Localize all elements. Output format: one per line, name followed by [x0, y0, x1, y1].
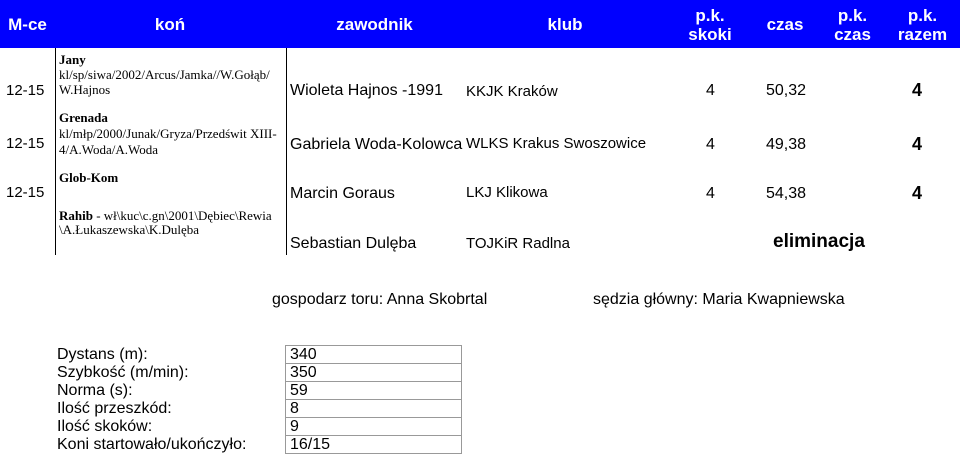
table-row [0, 105, 960, 162]
rider-name: Sebastian Dulęba [290, 235, 417, 252]
place: 12-15 [6, 135, 45, 152]
stat-row [55, 400, 462, 418]
pk-razem: 4 [912, 183, 923, 203]
stat-value: 9 [286, 418, 462, 436]
stat-value: 350 [286, 364, 462, 382]
pk-skoki: 4 [706, 136, 715, 153]
rider-name: Gabriela Woda-Kolowca [290, 136, 463, 153]
horse-cell [59, 170, 118, 186]
horse-cell [59, 52, 284, 97]
header-pk-czas-line1: p.k. [837, 6, 868, 25]
pk-razem: 4 [912, 80, 923, 100]
header-pk-skoki-line1: p.k. [695, 6, 725, 25]
course-host: gospodarz toru: Anna Skobrtal [272, 291, 488, 308]
table-row [0, 162, 960, 207]
stat-label: Norma (s): [57, 382, 133, 399]
table-row [0, 207, 960, 255]
horse-name: Glob-Kom [59, 170, 119, 185]
stat-value: 340 [286, 346, 462, 364]
stat-row [55, 418, 462, 436]
rider-name: Marcin Goraus [290, 185, 395, 202]
horse-cell [59, 110, 285, 158]
stat-label: Ilość skoków: [57, 418, 153, 435]
stat-row [55, 364, 462, 382]
stat-value: 16/15 [286, 436, 462, 454]
header-klub: klub [547, 15, 583, 34]
czas: 49,38 [766, 136, 807, 153]
stat-value: 8 [286, 400, 462, 418]
horse-name: Grenada [59, 110, 108, 125]
stat-label: Ilość przeszkód: [57, 400, 172, 417]
header-pk-razem-line1: p.k. [907, 6, 938, 25]
stat-row [55, 346, 462, 364]
pk-razem: 4 [912, 134, 923, 154]
club-name: KKJK Kraków [466, 83, 558, 100]
club-name: WLKS Krakus Swoszowice [466, 135, 647, 152]
header-pk-czas-line2: czas [834, 25, 871, 44]
horse-desc: - wł\kuc\c.gn\2001\Dębiec\Rewia\A.Łukaszewska\K.Dulęba [59, 208, 272, 237]
header-zawodnik: zawodnik [336, 15, 413, 34]
stat-label: Dystans (m): [57, 346, 148, 363]
club-name: TOJKiR Radlna [466, 235, 570, 252]
header-pk-skoki-line2: skoki [688, 25, 732, 44]
pk-skoki: 4 [706, 185, 715, 202]
stat-row [55, 436, 462, 454]
horse-cell [59, 209, 285, 237]
header-kon: koń [154, 15, 186, 34]
table-row [0, 48, 960, 105]
horse-desc: kl/sp/siwa/2002/Arcus/Jamka//W.Gołąb/W.Hajnos [59, 67, 270, 97]
stat-row [55, 382, 462, 400]
stat-label: Koni startowało/ukończyło: [57, 436, 247, 453]
pk-skoki: 4 [706, 82, 715, 99]
horse-desc: kl/młp/2000/Junak/Gryza/Przedświt XIII-4/A.Woda/A.Woda [59, 126, 277, 157]
chief-judge: sędzia główny: Maria Kwapniewska [593, 291, 845, 308]
competition-stats [55, 345, 462, 454]
header-pk-razem-line2: razem [897, 25, 948, 44]
place: 12-15 [6, 184, 45, 201]
czas: 54,38 [766, 185, 807, 202]
header-czas: czas [766, 15, 804, 34]
header-mce: M-ce [8, 15, 47, 34]
horse-name: Rahib [59, 208, 93, 223]
stat-value: 59 [286, 382, 462, 400]
place: 12-15 [6, 82, 45, 99]
rider-name: Wioleta Hajnos -1991 [290, 82, 443, 99]
stat-label: Szybkość (m/min): [57, 364, 189, 381]
horse-name: Jany [59, 52, 86, 67]
elimination-status: eliminacja [773, 231, 865, 252]
czas: 50,32 [766, 82, 807, 99]
results-header [0, 0, 960, 48]
club-name: LKJ Klikowa [466, 184, 548, 201]
